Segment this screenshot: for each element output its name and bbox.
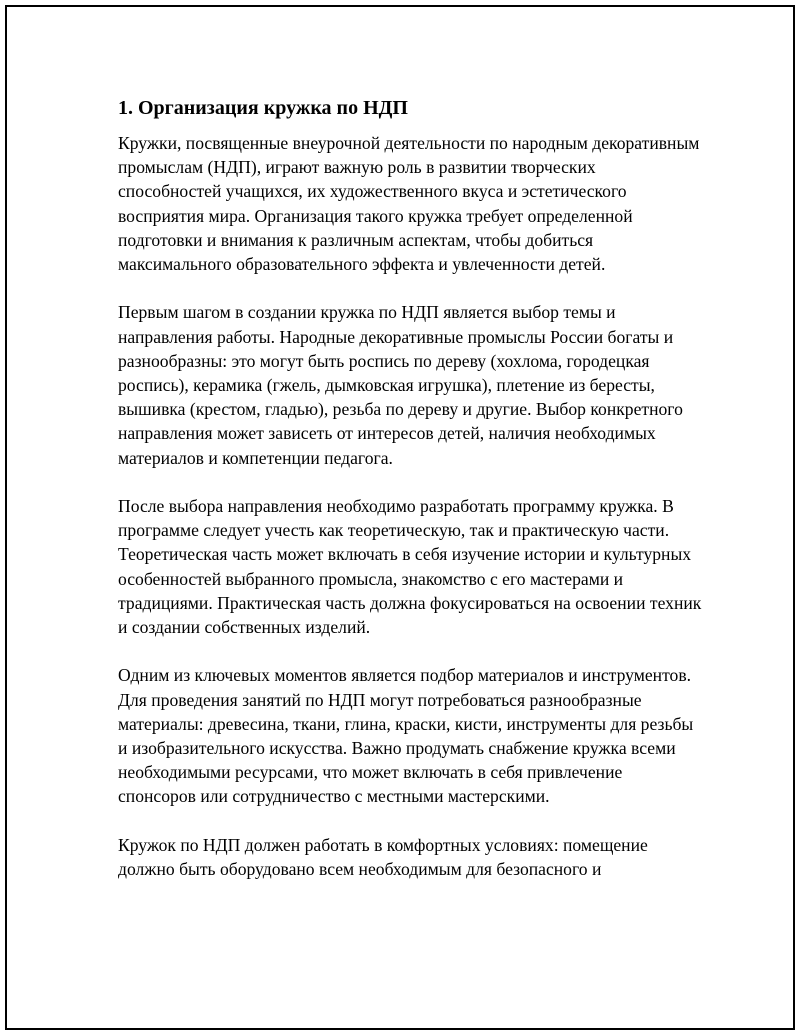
paragraph-3: После выбора направления необходимо разработать программу кружка. В программе следует учесть как теоретическую, так и практическую части. Теоретическая часть может включать в себя изучение истории и культурных особенностей выбранного промысла, знакомство с его мастерами и традициями. Практическая часть должна фокусироваться на освоении техник и создании собственных изделий. <box>118 496 702 638</box>
paragraph-2: Первым шагом в создании кружка по НДП является выбор темы и направления работы. Народные декоративные промыслы России богаты и разнообразны: это могут быть роспись по дереву (хохлома, городецкая роспись), керамика (гжель, дымковская игрушка), плетение из бересты, вышивка (крестом, гладью), резьба по дереву и другие. Выбор конкретного направления может зависеть от интересов детей, наличия необходимых материалов и компетенции педагога. <box>118 302 683 468</box>
document-content <box>118 95 703 905</box>
section-heading: 1. Организация кружка по НДП <box>118 97 408 119</box>
paragraph-5: Кружок по НДП должен работать в комфортных условиях: помещение должно быть оборудовано всем необходимым для безопасного и <box>118 834 648 880</box>
document-page <box>5 5 795 1030</box>
paragraph-1: Кружки, посвященные внеурочной деятельности по народным декоративным промыслам (НДП), играют важную роль в развитии творческих способностей учащихся, их художественного вкуса и эстетического восприятия мира. Организация такого кружка требует определенной подготовки и внимания к различным аспектам, чтобы добиться максимального образовательного эффекта и увлеченности детей. <box>118 133 700 275</box>
paragraph-4: Одним из ключевых моментов является подбор материалов и инструментов. Для проведения занятий по НДП могут потребоваться разнообразные материалы: древесина, ткани, глина, краски, кисти, инструменты для резьбы и изобразительного искусства. Важно продумать снабжение кружка всеми необходимыми ресурсами, что может включать в себя привлечение спонсоров или сотрудничество с местными мастерскими. <box>118 665 694 807</box>
